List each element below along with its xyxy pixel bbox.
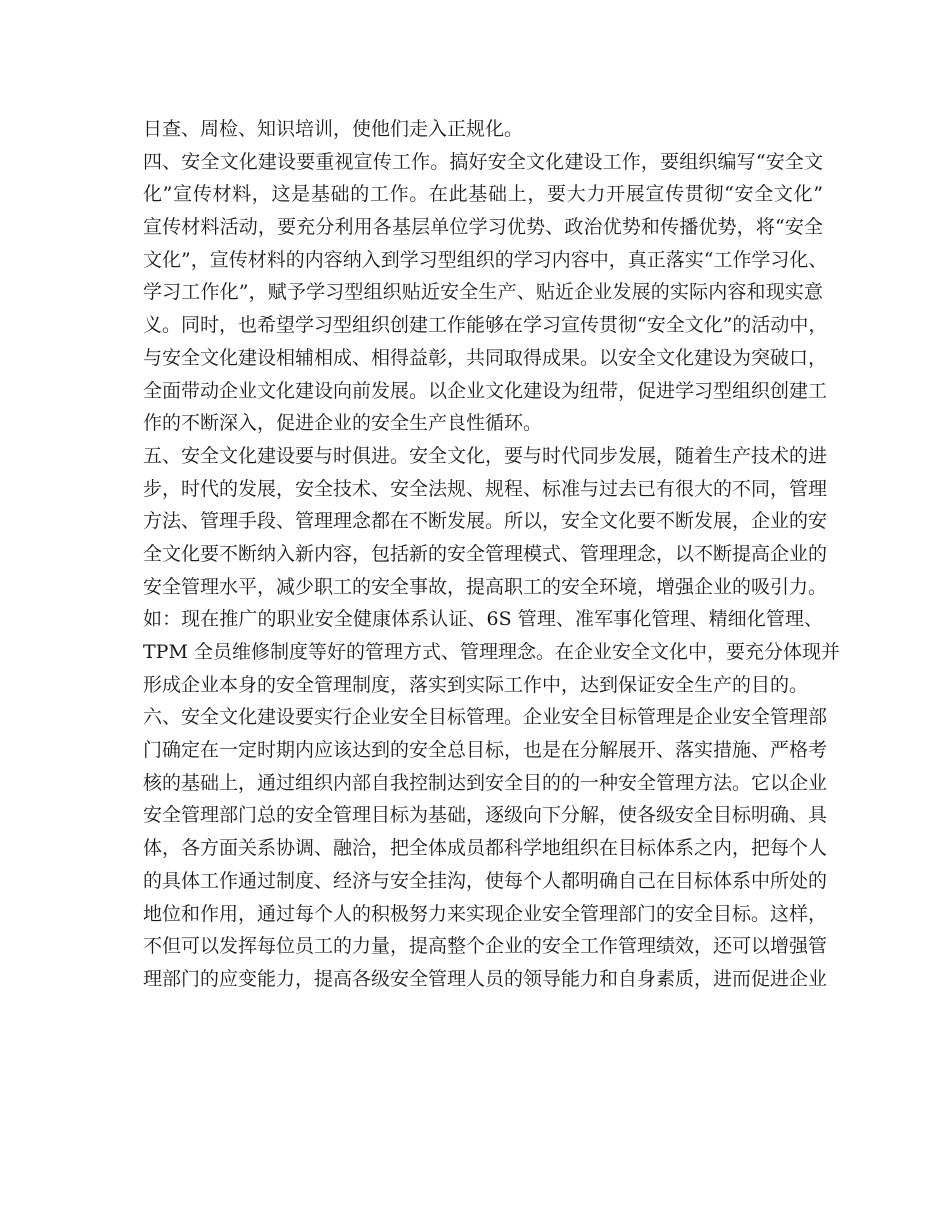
text-line: 作的不断深入，促进企业的安全生产良性循环。 xyxy=(143,412,543,435)
text-line: 理部门的应变能力，提高各级安全管理人员的领导能力和自身素质，进而促进企业 xyxy=(143,967,828,990)
text-line: 步，时代的发展，安全技术、安全法规、规程、标准与过去已有很大的不同，管理 xyxy=(143,477,828,500)
text-line: 不但可以发挥每位员工的力量，提高整个企业的安全工作管理绩效，还可以增强管 xyxy=(143,935,828,958)
text-line: 与安全文化建设相辅相成、相得益彰，共同取得成果。以安全文化建设为突破口， xyxy=(143,346,828,369)
text-line: 五、安全文化建设要与时俱进。安全文化，要与时代同步发展，随着生产技术的进 xyxy=(143,444,828,467)
text-line: 全文化要不断纳入新内容，包括新的安全管理模式、管理理念，以不断提高企业的 xyxy=(143,542,828,565)
text-line: TPM 全员维修制度等好的管理方式、管理理念。在企业安全文化中，要充分体现并 xyxy=(143,641,840,663)
text-line: 全面带动企业文化建设向前发展。以企业文化建设为纽带，促进学习型组织创建工 xyxy=(143,379,828,402)
text-line: 体，各方面关系协调、融洽，把全体成员都科学地组织在目标体系之内，把每个人 xyxy=(143,837,828,860)
text-line: 文化”，宣传材料的内容纳入到学习型组织的学习内容中，真正落实“工作学习化、 xyxy=(143,248,828,271)
text-line: 宣传材料活动，要充分利用各基层单位学习优势、政治优势和传播优势，将“安全 xyxy=(143,216,823,239)
text-line: 日查、周检、知识培训，使他们走入正规化。 xyxy=(143,118,524,140)
body-text xyxy=(143,113,840,996)
text-line: 方法、管理手段、管理理念都在不断发展。所以，安全文化要不断发展，企业的安 xyxy=(143,510,828,533)
text-line: 安全管理水平，减少职工的安全事故，提高职工的安全环境，增强企业的吸引力。 xyxy=(143,575,828,598)
text-line: 义。同时，也希望学习型组织创建工作能够在学习宣传贯彻“安全文化”的活动中， xyxy=(143,314,828,337)
text-line: 四、安全文化建设要重视宣传工作。搞好安全文化建设工作，要组织编写“安全文 xyxy=(143,150,823,173)
text-line: 的具体工作通过制度、经济与安全挂沟，使每个人都明确自己在目标体系中所处的 xyxy=(143,869,828,892)
text-line: 安全管理部门总的安全管理目标为基础，逐级向下分解，使各级安全目标明确、具 xyxy=(143,804,828,827)
text-line: 形成企业本身的安全管理制度，落实到实际工作中，达到保证安全生产的目的。 xyxy=(143,673,809,696)
text-line: 如：现在推广的职业安全健康体系认证、6S 管理、准军事化管理、精细化管理、 xyxy=(143,608,823,631)
text-line: 化”宣传材料，这是基础的工作。在此基础上，要大力开展宣传贯彻“安全文化” xyxy=(143,183,823,206)
text-line: 核的基础上，通过组织内部自我控制达到安全目的的一种安全管理方法。它以企业 xyxy=(143,771,828,794)
text-line: 六、安全文化建设要实行企业安全目标管理。企业安全目标管理是企业安全管理部 xyxy=(143,706,828,729)
text-line: 学习工作化”，赋予学习型组织贴近安全生产、贴近企业发展的实际内容和现实意 xyxy=(143,281,823,304)
text-line: 地位和作用，通过每个人的积极努力来实现企业安全管理部门的安全目标。这样， xyxy=(143,902,828,925)
text-line: 门确定在一定时期内应该达到的安全总目标，也是在分解展开、落实措施、严格考 xyxy=(143,739,828,762)
